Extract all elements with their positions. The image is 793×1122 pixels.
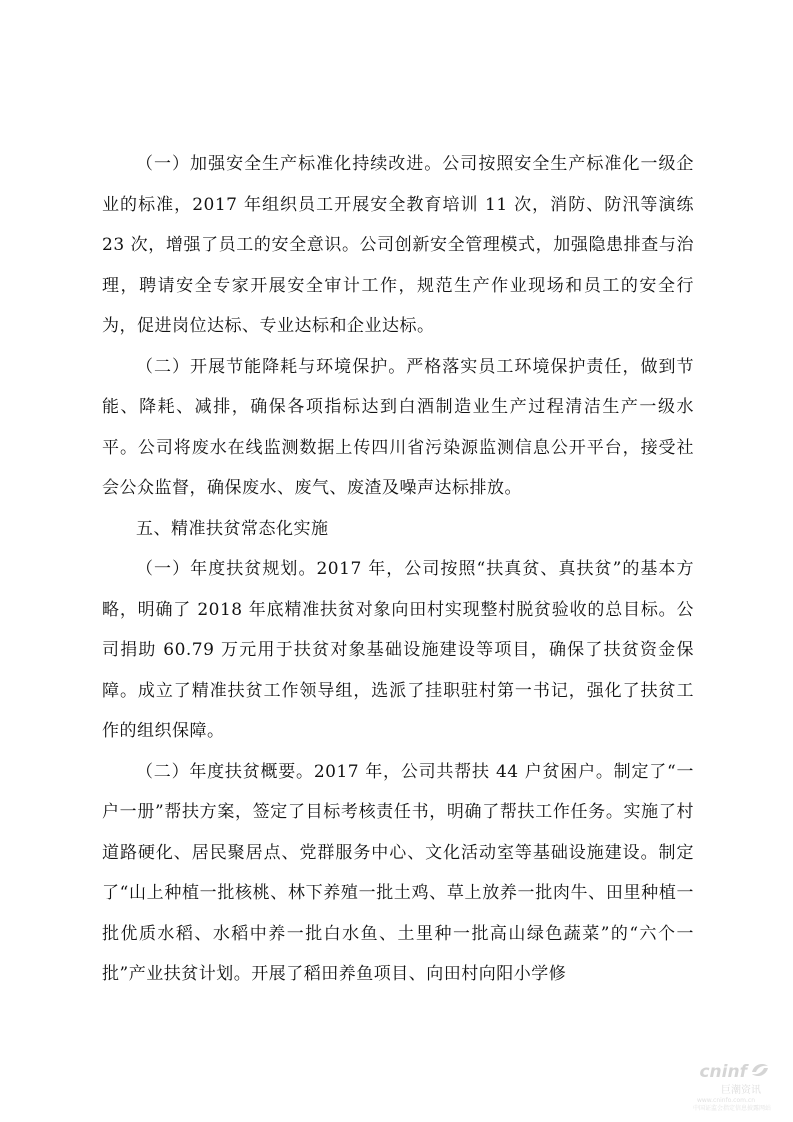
watermark-subtitle: 中国证监会指定信息披露网站: [692, 1105, 771, 1112]
paragraph-energy-environment: （二）开展节能降耗与环境保护。严格落实员工环境保护责任，做到节能、降耗、减排，确保各项指标达到白酒制造业生产过程清洁生产一级水平。公司将废水在线监测数据上传四川省污染源监测信息公开平台，接受社会公众监督，确保废水、废气、废渣及噪声达标排放。: [102, 356, 694, 498]
section-heading-poverty-alleviation: 五、精准扶贫常态化实施: [136, 518, 329, 539]
paragraph-annual-plan: （一）年度扶贫规划。2017 年，公司按照“扶真贫、真扶贫”的基本方略，明确了 2018 年底精准扶贫对象向田村实现整村脱贫验收的总目标。公司捐助 60.79 万元用于扶贫对象基础设施建设等项目，确保了扶贫资金保障。成立了精准扶贫工作领导组，选派了挂职驻村第一书记，强化了扶贫工作的组织保障。: [102, 559, 694, 741]
watermark-logo-text: cninf: [699, 1062, 747, 1082]
cninfo-logo-icon: [749, 1060, 771, 1080]
paragraph-safety-standardization: （一）加强安全生产标准化持续改进。公司按照安全生产标准化一级企业的标准，2017 年组织员工开展安全教育培训 11 次，消防、防汛等演练 23 次，增强了员工的安全意识。公司创新安全管理模式，加强隐患排查与治理，聘请安全专家开展安全审计工作，规范生产作业现场和员工的安全行为，促进岗位达标、专业达标和企业达标。: [102, 154, 694, 336]
watermark-name: 巨潮资讯: [721, 1085, 761, 1096]
document-body: [102, 144, 694, 995]
watermark-url: www.cninfo.com.cn: [696, 1097, 755, 1104]
paragraph-annual-summary: （二）年度扶贫概要。2017 年，公司共帮扶 44 户贫困户。制定了“一户一册”帮扶方案，签定了目标考核责任书，明确了帮扶工作任务。实施了村道路硬化、居民聚居点、党群服务中心、文化活动室等基础设施建设。制定了“山上种植一批核桃、林下养殖一批土鸡、草上放养一批肉牛、田里种植一批优质水稻、水稻中养一批白水鱼、土里种一批高山绿色蔬菜”的“六个一批”产业扶贫计划。开展了稻田养鱼项目、向田村向阳小学修: [102, 761, 694, 984]
cninfo-watermark: [655, 1052, 775, 1112]
